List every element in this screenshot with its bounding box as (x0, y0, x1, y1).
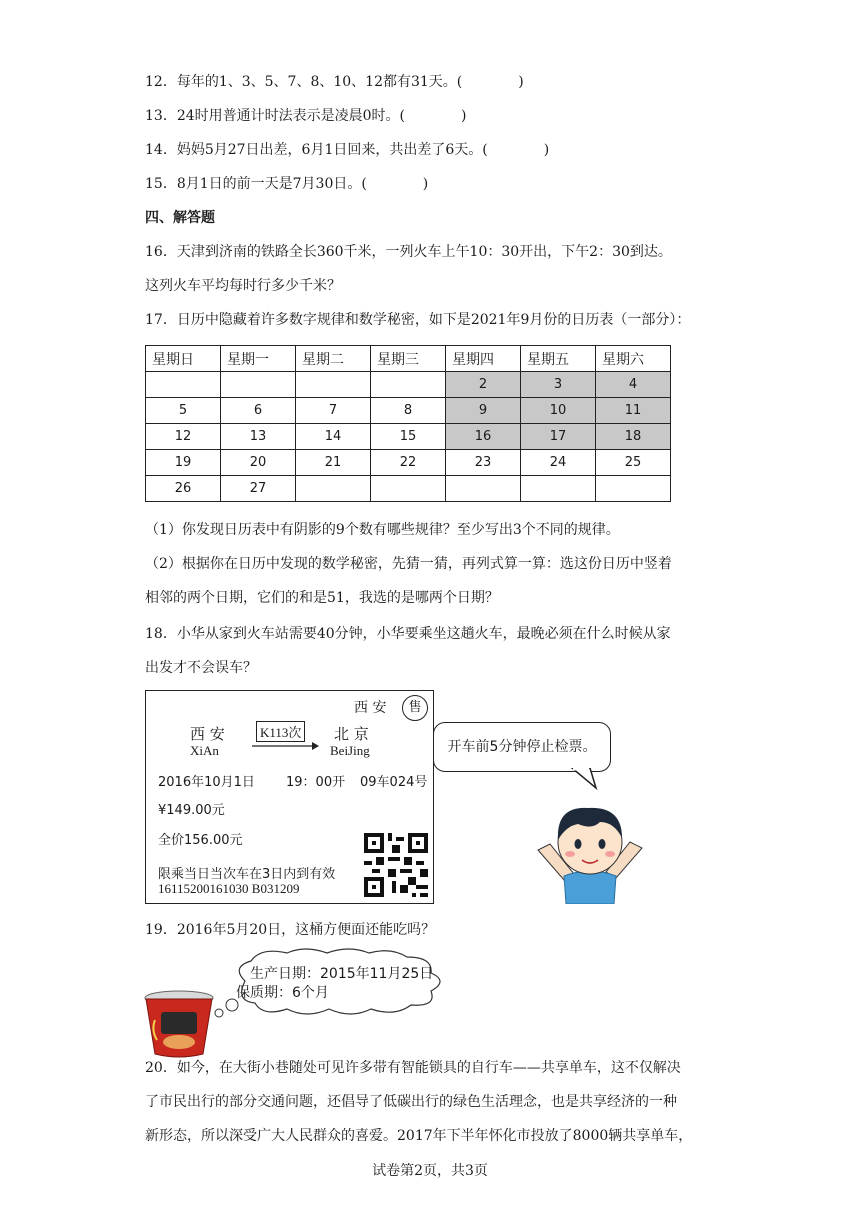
question-20-line3: 新形态，所以深受广大人民群众的喜爱。2017年下半年怀化市投放了8000辆共享单车， (145, 1128, 693, 1144)
calendar-header: 星期日 (146, 346, 221, 372)
ticket-to-cn: 北 京 (334, 725, 369, 743)
calendar-cell: 7 (296, 398, 371, 424)
calendar-cell: 23 (446, 450, 521, 476)
calendar-cell: 5 (146, 398, 221, 424)
calendar-header: 星期四 (446, 346, 521, 372)
calendar-cell: 20 (221, 450, 296, 476)
calendar-cell-shaded: 9 (446, 398, 521, 424)
calendar-cell-shaded: 17 (521, 424, 596, 450)
ticket-seat: 09车024号 (360, 775, 428, 790)
calendar-cell-shaded: 2 (446, 372, 521, 398)
calendar-cell: 12 (146, 424, 221, 450)
sell-mark: 售 (402, 695, 428, 721)
calendar-row (146, 476, 671, 502)
page-footer: 试卷第2页，共3页 (372, 1163, 488, 1179)
calendar-row (146, 450, 671, 476)
calendar-row (146, 424, 671, 450)
calendar-cell (296, 372, 371, 398)
speech-bubble-tail (570, 768, 600, 790)
calendar-cell: 22 (371, 450, 446, 476)
calendar-row (146, 398, 671, 424)
ticket-serial: 16115200161030 B031209 (158, 881, 300, 896)
question-17-part1: （1）你发现日历表中有阴影的9个数有哪些规律？至少写出3个不同的规律。 (145, 522, 620, 538)
production-date: 生产日期：2015年11月25日 (250, 966, 434, 982)
calendar-cell-shaded: 11 (596, 398, 671, 424)
calendar-cell (221, 372, 296, 398)
question-14: 14．妈妈5月27日出差，6月1日回来，共出差了6天。( ) (145, 142, 550, 158)
question-18-line1: 18．小华从家到火车站需要40分钟，小华要乘坐这趟火车，最晚必须在什么时候从家 (145, 626, 671, 642)
shelf-life: 保质期：6个月 (236, 985, 329, 1001)
question-17-part2-line1: （2）根据你在日历中发现的数学秘密，先猜一猜，再列式算一算：选这份日历中竖着 (145, 556, 672, 572)
calendar-cell-shaded: 4 (596, 372, 671, 398)
calendar-row (146, 372, 671, 398)
ticket-from-cn: 西 安 (190, 725, 225, 743)
question-17: 17．日历中隐藏着许多数字规律和数学秘密，如下是2021年9月份的日历表（一部分）： (145, 312, 691, 328)
boy-illustration (530, 792, 650, 904)
ticket-train-number: K113次 (256, 721, 305, 742)
ticket-price: ¥149.00元 (158, 803, 225, 818)
section-heading: 四、解答题 (145, 210, 215, 226)
question-20-line2: 了市民出行的部分交通问题，还倡导了低碳出行的绿色生活理念，也是共享经济的一种 (145, 1094, 677, 1110)
calendar-cell (596, 476, 671, 502)
calendar-cell: 8 (371, 398, 446, 424)
calendar-header-row (146, 346, 671, 372)
question-17-part2-line2: 相邻的两个日期，它们的和是51，我选的是哪两个日期？ (145, 590, 499, 606)
calendar-cell-shaded: 18 (596, 424, 671, 450)
calendar-cell: 14 (296, 424, 371, 450)
calendar-cell-shaded: 16 (446, 424, 521, 450)
question-16-line1: 16．天津到济南的铁路全长360千米，一列火车上午10：30开出，下午2：30到达。 (145, 244, 672, 260)
speech-bubble: 开车前5分钟停止检票。 (433, 722, 611, 772)
question-12: 12．每年的1、3、5、7、8、10、12都有31天。( ) (145, 74, 524, 90)
calendar-table (145, 345, 671, 502)
calendar-header: 星期一 (221, 346, 296, 372)
calendar-cell (371, 476, 446, 502)
question-19: 19．2016年5月20日，这桶方便面还能吃吗？ (145, 922, 436, 938)
ticket-full-price: 全价156.00元 (158, 833, 243, 848)
arrow-icon (252, 741, 320, 751)
ticket-station: 西 安 (354, 700, 387, 716)
calendar-cell: 27 (221, 476, 296, 502)
calendar-header: 星期二 (296, 346, 371, 372)
train-ticket (145, 690, 434, 904)
question-13: 13．24时用普通计时法表示是凌晨0时。( ) (145, 108, 467, 124)
ticket-to-en: BeiJing (330, 743, 370, 758)
question-18-line2: 出发才不会误车？ (145, 660, 257, 676)
calendar-cell: 24 (521, 450, 596, 476)
question-20-line1: 20．如今，在大街小巷随处可见许多带有智能锁具的自行车——共享单车，这不仅解决 (145, 1060, 681, 1076)
calendar-cell (521, 476, 596, 502)
calendar-header: 星期六 (596, 346, 671, 372)
ticket-date: 2016年10月1日 (158, 775, 255, 790)
calendar-cell-shaded: 3 (521, 372, 596, 398)
calendar-cell: 25 (596, 450, 671, 476)
calendar-cell: 6 (221, 398, 296, 424)
question-16-line2: 这列火车平均每时行多少千米？ (145, 278, 341, 294)
calendar-cell (446, 476, 521, 502)
calendar-cell: 21 (296, 450, 371, 476)
calendar-header: 星期三 (371, 346, 446, 372)
calendar-cell (371, 372, 446, 398)
ticket-time: 19：00开 (286, 775, 346, 790)
ticket-note: 限乘当日当次车在3日内到有效 (158, 867, 336, 882)
calendar-cell: 19 (146, 450, 221, 476)
calendar-cell (146, 372, 221, 398)
question-15: 15．8月1日的前一天是7月30日。( ) (145, 176, 429, 192)
calendar-cell: 13 (221, 424, 296, 450)
calendar-cell: 26 (146, 476, 221, 502)
calendar-cell (296, 476, 371, 502)
calendar-cell: 15 (371, 424, 446, 450)
calendar-cell-shaded: 10 (521, 398, 596, 424)
calendar-header: 星期五 (521, 346, 596, 372)
ticket-from-en: XiAn (190, 743, 219, 758)
qr-code-icon (364, 833, 428, 897)
